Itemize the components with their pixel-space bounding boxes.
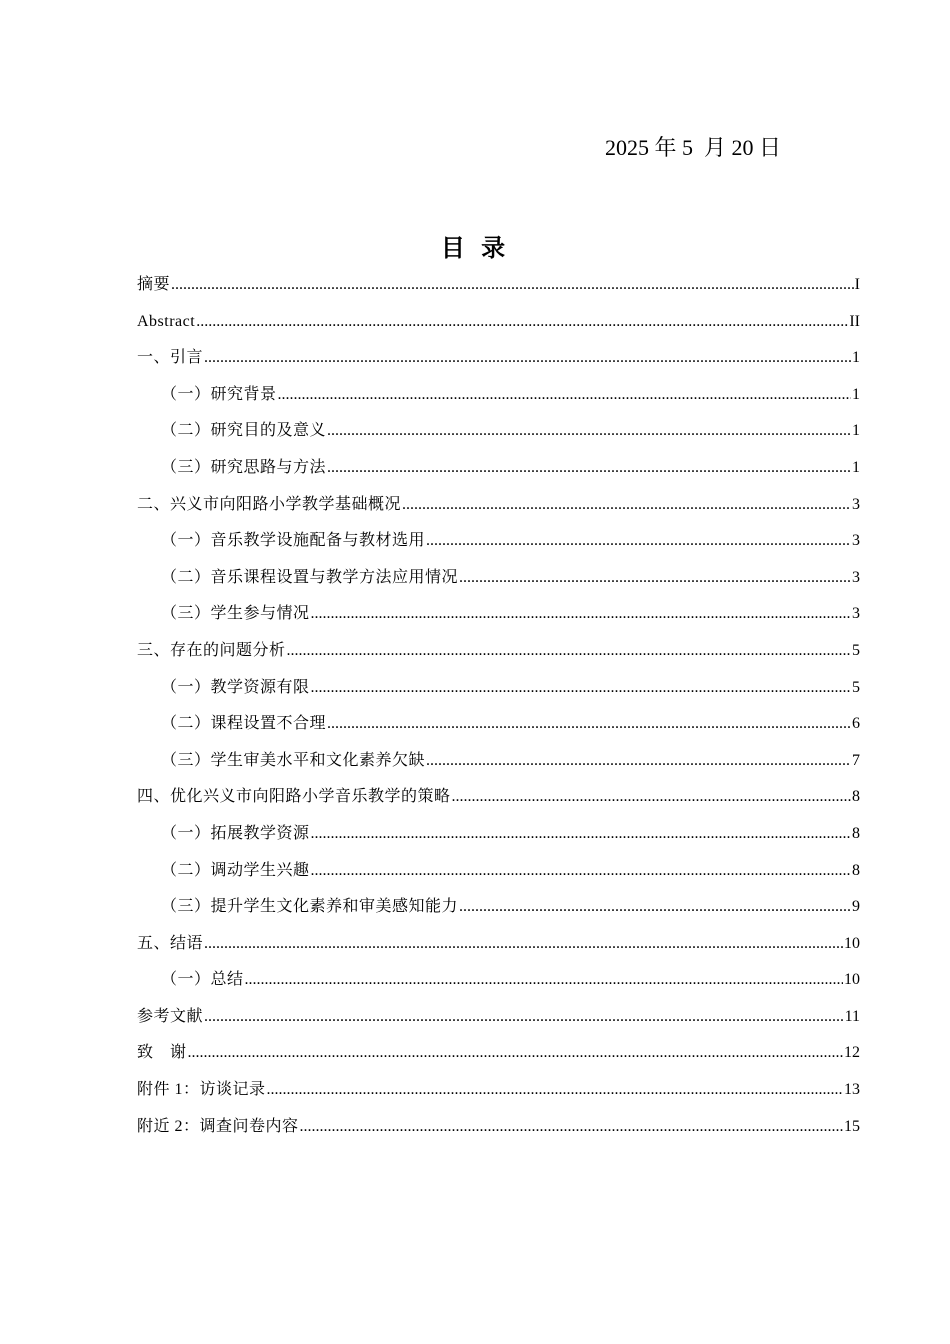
toc-entry-label: （一）教学资源有限 xyxy=(161,678,310,696)
toc-entry[interactable] xyxy=(137,1035,860,1072)
toc-entry[interactable] xyxy=(137,523,860,560)
toc-entry[interactable] xyxy=(137,377,860,414)
toc-entry-label: （三）学生参与情况 xyxy=(161,605,310,623)
toc-entry[interactable] xyxy=(137,267,860,304)
toc-entry[interactable] xyxy=(137,999,860,1036)
toc-leader-dots xyxy=(311,670,851,707)
toc-leader-dots xyxy=(311,596,851,633)
toc-entry-label: 三、存在的问题分析 xyxy=(137,641,286,659)
toc-leader-dots xyxy=(311,816,851,853)
toc-entry[interactable] xyxy=(137,743,860,780)
toc-entry-page: 15 xyxy=(844,1117,860,1135)
toc-leader-dots xyxy=(204,999,844,1036)
toc-entry-page: 1 xyxy=(852,385,860,403)
toc-leader-dots xyxy=(188,1035,843,1072)
toc-leader-dots xyxy=(459,560,851,597)
toc-entry-page: 1 xyxy=(852,349,860,367)
toc-leader-dots xyxy=(245,962,843,999)
toc-entry-page: 6 xyxy=(852,715,860,733)
toc-entry[interactable] xyxy=(137,596,860,633)
toc-entry[interactable] xyxy=(137,853,860,890)
toc-entry-label: （二）课程设置不合理 xyxy=(161,715,327,733)
toc-entry[interactable] xyxy=(137,1072,860,1109)
toc-entry-page: 8 xyxy=(852,861,860,879)
toc-entry[interactable] xyxy=(137,962,860,999)
toc-entry-label: 四、优化兴义市向阳路小学音乐教学的策略 xyxy=(137,788,451,806)
toc-entry-page: 11 xyxy=(844,1007,860,1025)
toc-entry-label: 附件 1：访谈记录 xyxy=(137,1081,266,1099)
toc-entry[interactable] xyxy=(137,1109,860,1146)
toc-entry-page: II xyxy=(849,312,860,330)
toc-entry-label: （三）学生审美水平和文化素养欠缺 xyxy=(161,751,426,769)
toc-entry-page: 7 xyxy=(852,751,860,769)
toc-entry-page: 1 xyxy=(852,458,860,476)
toc-entry-label: 一、引言 xyxy=(137,349,204,367)
toc-entry[interactable] xyxy=(137,926,860,963)
toc-entry-page: 3 xyxy=(852,495,860,513)
toc-entry-page: 9 xyxy=(852,898,860,916)
toc-entry[interactable] xyxy=(137,487,860,524)
table-of-contents xyxy=(137,267,860,1145)
toc-entry-label: 附近 2：调查问卷内容 xyxy=(137,1117,299,1135)
document-date: 2025 年 5 月 20 日 xyxy=(605,135,782,160)
toc-entry-label: 五、结语 xyxy=(137,934,204,952)
toc-entry-label: （一）总结 xyxy=(161,971,244,989)
toc-entry-label: （一）研究背景 xyxy=(161,385,277,403)
toc-entry-page: 10 xyxy=(844,934,860,952)
toc-entry-page: 5 xyxy=(852,641,860,659)
toc-leader-dots xyxy=(327,450,851,487)
toc-entry[interactable] xyxy=(137,779,860,816)
toc-leader-dots xyxy=(267,1072,843,1109)
toc-leader-dots xyxy=(171,267,854,304)
toc-entry-label: （二）研究目的及意义 xyxy=(161,422,327,440)
toc-entry-label: （一）音乐教学设施配备与教材选用 xyxy=(161,532,426,550)
toc-entry-page: 5 xyxy=(852,678,860,696)
toc-leader-dots xyxy=(452,779,851,816)
toc-entry-page: 10 xyxy=(844,971,860,989)
toc-entry-label: （一）拓展教学资源 xyxy=(161,824,310,842)
toc-entry[interactable] xyxy=(137,450,860,487)
toc-entry-page: I xyxy=(854,276,860,293)
toc-entry-page: 3 xyxy=(852,568,860,586)
toc-entry-page: 3 xyxy=(852,605,860,623)
toc-leader-dots xyxy=(459,889,851,926)
toc-entry-label: （三）提升学生文化素养和审美感知能力 xyxy=(161,898,459,916)
toc-leader-dots xyxy=(327,706,851,743)
toc-entry[interactable] xyxy=(137,560,860,597)
toc-entry[interactable] xyxy=(137,706,860,743)
toc-leader-dots xyxy=(204,340,851,377)
toc-entry-page: 3 xyxy=(852,532,860,550)
toc-entry-page: 8 xyxy=(852,824,860,842)
toc-leader-dots xyxy=(278,377,851,414)
toc-entry-label: 摘要 xyxy=(137,276,171,293)
toc-entry[interactable] xyxy=(137,340,860,377)
toc-leader-dots xyxy=(402,487,851,524)
toc-entry-page: 8 xyxy=(852,788,860,806)
toc-entry-label: Abstract xyxy=(137,312,196,330)
toc-entry[interactable] xyxy=(137,304,860,341)
toc-entry-page: 13 xyxy=(844,1081,860,1099)
toc-entry[interactable] xyxy=(137,670,860,707)
toc-entry-label: （二）调动学生兴趣 xyxy=(161,861,310,879)
toc-leader-dots xyxy=(300,1109,843,1146)
toc-entry-label: （二）音乐课程设置与教学方法应用情况 xyxy=(161,568,459,586)
toc-leader-dots xyxy=(196,304,848,341)
toc-entry-label: 二、兴义市向阳路小学教学基础概况 xyxy=(137,495,402,513)
toc-entry-label: 致 谢 xyxy=(137,1044,187,1062)
toc-leader-dots xyxy=(311,853,851,890)
toc-leader-dots xyxy=(426,523,851,560)
toc-entry[interactable] xyxy=(137,889,860,926)
toc-entry-label: （三）研究思路与方法 xyxy=(161,458,327,476)
toc-entry[interactable] xyxy=(137,413,860,450)
toc-entry-page: 1 xyxy=(852,422,860,440)
toc-leader-dots xyxy=(426,743,851,780)
toc-entry[interactable] xyxy=(137,633,860,670)
toc-entry[interactable] xyxy=(137,816,860,853)
toc-leader-dots xyxy=(204,926,843,963)
toc-leader-dots xyxy=(327,413,851,450)
toc-title: 目 录 xyxy=(440,234,510,262)
toc-entry-page: 12 xyxy=(844,1044,860,1062)
toc-entry-label: 参考文献 xyxy=(137,1007,204,1025)
toc-leader-dots xyxy=(287,633,851,670)
